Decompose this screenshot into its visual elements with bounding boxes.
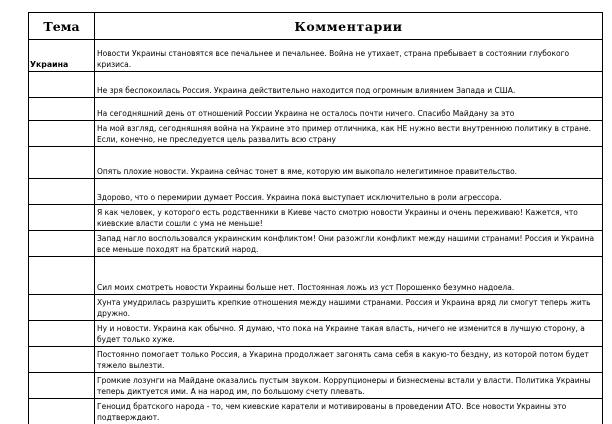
topic-cell[interactable] [29, 72, 95, 98]
table-row [29, 205, 603, 231]
comments-column-header: Комментарии [95, 13, 603, 40]
comment-cell[interactable]: Громкие лозунги на Майдане оказались пустым звуком. Коррупционеры и бизнесмены встали у власти. Политика Украины теперь диктуется ими. А на народ им, по большому счету плевать. [95, 373, 603, 399]
comment-cell[interactable]: Геноцид братского народа - то, чем киевские каратели и мотивированы в проведении АТО. Все новости Украины это подтверждают. [95, 399, 603, 424]
comment-cell[interactable]: На сегодняшний день от отношений России Украина не осталось почти ничего. Спасибо Майдану за это [95, 98, 603, 121]
topic-cell[interactable] [29, 205, 95, 231]
topic-cell[interactable] [29, 147, 95, 179]
topic-column-header: Тема [29, 13, 95, 40]
topic-cell[interactable] [29, 295, 95, 321]
table-row [29, 231, 603, 257]
comment-cell[interactable]: Ну и новости. Украина как обычно. Я думаю, что пока на Украине такая власть, ничего не изменится в лучшую сторону, а будет только хуже. [95, 321, 603, 347]
comment-cell[interactable]: Я как человек, у которого есть родственники в Киеве часто смотрю новости Украины и очень переживаю! Кажется, что киевские власти сошли с ума не меньше! [95, 205, 603, 231]
comment-cell[interactable]: Здорово, что о перемирии думает Россия. Украина пока выступает исключительно в роли агрессора. [95, 179, 603, 205]
topic-cell[interactable] [29, 231, 95, 257]
topic-cell[interactable] [29, 347, 95, 373]
comments-table [28, 12, 603, 424]
topic-cell[interactable] [29, 179, 95, 205]
table-row [29, 373, 603, 399]
table-row [29, 321, 603, 347]
table-row [29, 121, 603, 147]
comment-cell[interactable]: Хунта умудрилась разрушить крепкие отношения между нашими странами. Россия и Украина вряд ли смогут теперь жить дружно. [95, 295, 603, 321]
table-row [29, 257, 603, 295]
comment-cell[interactable]: Опять плохие новости. Украина сейчас тонет в яме, которую им выкопало нелегитимное правительство. [95, 147, 603, 179]
table-row [29, 179, 603, 205]
comment-cell[interactable]: Запад нагло воспользовался украинским конфликтом! Они разожгли конфликт между нашими странами! Россия и Украина все меньше походят на братский народ. [95, 231, 603, 257]
topic-cell[interactable] [29, 98, 95, 121]
header-row [29, 13, 603, 40]
table-row [29, 72, 603, 98]
comment-cell[interactable]: Постоянно помогает только Россия, а Укарина продолжает загонять сама себя в какую-то бездну, из которой потом будет тяжело вылезти. [95, 347, 603, 373]
table-row [29, 295, 603, 321]
table-row [29, 347, 603, 373]
topic-cell[interactable] [29, 257, 95, 295]
topic-cell[interactable] [29, 321, 95, 347]
comment-cell[interactable]: Не зря беспокоилась Россия. Украина действительно находится под огромным влиянием Запада и США. [95, 72, 603, 98]
topic-cell[interactable] [29, 373, 95, 399]
comment-cell[interactable]: На мой взгляд, сегодняшняя война на Украине это пример отличника, как НЕ нужно вести внутреннюю политику в стране. Если, конечно, не преследуется цель развалить всю страну [95, 121, 603, 147]
table-row [29, 40, 603, 72]
comment-cell[interactable]: Сил моих смотреть новости Украины больше нет. Постоянная ложь из уст Порошенко безумно надоела. [95, 257, 603, 295]
comment-cell[interactable]: Новости Украины становятся все печальнее и печальнее. Война не утихает, страна пребывает в состоянии глубокого кризиса. [95, 40, 603, 72]
table-row [29, 147, 603, 179]
table-row [29, 399, 603, 424]
topic-cell[interactable] [29, 399, 95, 424]
topic-cell[interactable] [29, 121, 95, 147]
topic-cell[interactable]: Украина [29, 40, 95, 72]
table-row [29, 98, 603, 121]
